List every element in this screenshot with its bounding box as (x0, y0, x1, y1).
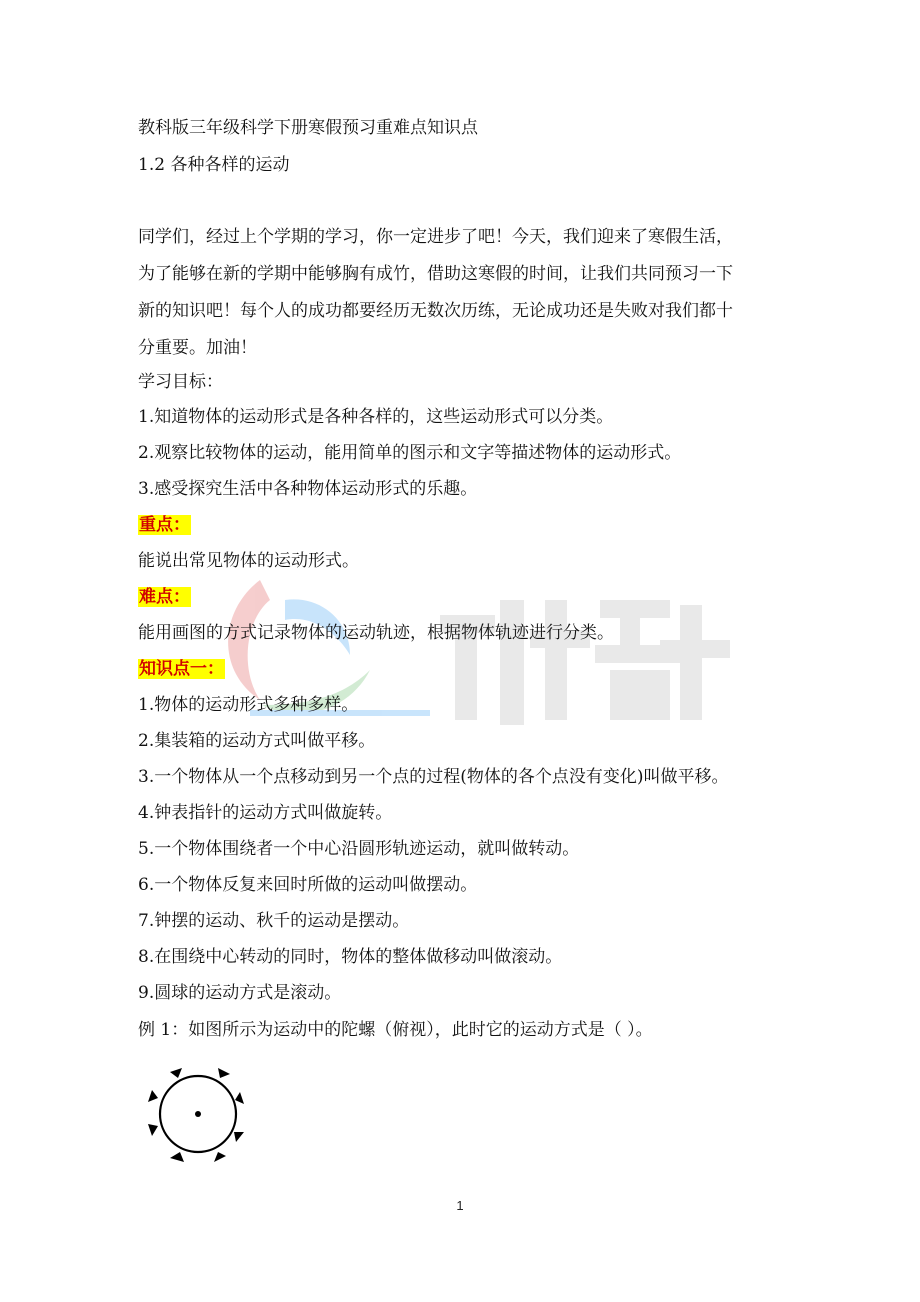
knowledge-item: 7.钟摆的运动、秋千的运动是摆动。 (138, 911, 410, 931)
key-point-text: 能说出常见物体的运动形式。 (138, 551, 359, 571)
knowledge-item: 6.一个物体反复来回时所做的运动叫做摆动。 (138, 875, 478, 895)
knowledge-label: 知识点一： (139, 659, 224, 679)
goal-item: 2.观察比较物体的运动，能用简单的图示和文字等描述物体的运动形式。 (138, 443, 682, 463)
spinning-top-figure (140, 1062, 260, 1168)
knowledge-label-row (138, 654, 225, 679)
knowledge-item: 4.钟表指针的运动方式叫做旋转。 (138, 803, 393, 823)
knowledge-item: 9.圆球的运动方式是滚动。 (138, 983, 342, 1003)
key-point-label-row (138, 510, 191, 535)
document-title: 教科版三年级科学下册寒假预习重难点知识点 (138, 118, 478, 138)
section-heading: 1.2 各种各样的运动 (138, 155, 290, 175)
knowledge-item: 5.一个物体围绕者一个中心沿圆形轨迹运动，就叫做转动。 (138, 839, 580, 859)
intro-line-3: 新的知识吧！每个人的成功都要经历无数次历练，无论成功还是失败对我们都十 (138, 301, 733, 321)
intro-line-4: 分重要。加油！ (138, 338, 257, 358)
intro-line-1: 同学们，经过上个学期的学习，你一定进步了吧！今天，我们迎来了寒假生活， (138, 227, 733, 247)
example-question: 例 1：如图所示为运动中的陀螺（俯视），此时它的运动方式是（ ）。 (138, 1020, 653, 1040)
difficulty-label-row (138, 582, 191, 607)
goal-item: 3.感受探究生活中各种物体运动形式的乐趣。 (138, 479, 478, 499)
goal-item: 1.知道物体的运动形式是各种各样的，这些运动形式可以分类。 (138, 407, 614, 427)
knowledge-item: 8.在围绕中心转动的同时，物体的整体做移动叫做滚动。 (138, 947, 563, 967)
difficulty-text: 能用画图的方式记录物体的运动轨迹，根据物体轨迹进行分类。 (138, 623, 614, 643)
knowledge-item: 2.集装箱的运动方式叫做平移。 (138, 731, 376, 751)
goals-heading: 学习目标： (138, 372, 223, 392)
difficulty-label: 难点： (139, 587, 190, 607)
intro-line-2: 为了能够在新的学期中能够胸有成竹，借助这寒假的时间，让我们共同预习一下 (138, 264, 733, 284)
key-point-label: 重点： (139, 515, 190, 535)
page-number: 1 (456, 1198, 464, 1213)
knowledge-item: 3.一个物体从一个点移动到另一个点的过程(物体的各个点没有变化)叫做平移。 (138, 767, 729, 787)
knowledge-item: 1.物体的运动形式多种多样。 (138, 695, 359, 715)
